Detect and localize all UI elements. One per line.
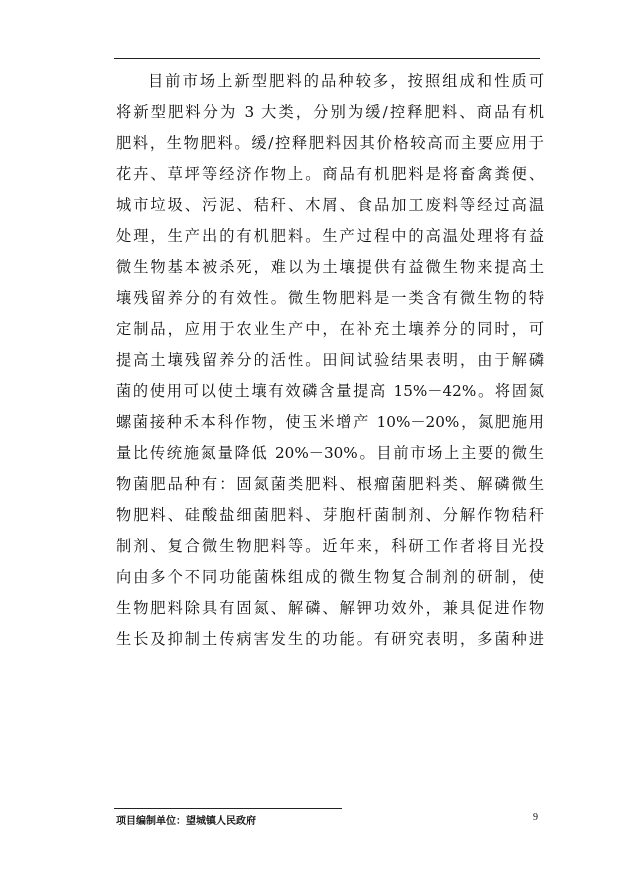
paragraph-line: 定制品，应用于农业生产中，在补充土壤养分的同时，可 xyxy=(116,320,544,338)
paragraph-line: 提高土壤残留养分的活性。田间试验结果表明，由于解磷 xyxy=(116,351,544,369)
paragraph-line: 菌的使用可以使土壤有效磷含量提高 15%－42%。将固氮 xyxy=(116,382,544,400)
paragraph-line: 将新型肥料分为 3 大类，分别为缓/控释肥料、商品有机 xyxy=(116,103,544,121)
paragraph-line: 目前市场上新型肥料的品种较多，按照组成和性质可 xyxy=(148,72,544,90)
header-rule xyxy=(114,58,540,59)
paragraph-line: 螺菌接种禾本科作物，使玉米增产 10%－20%，氮肥施用 xyxy=(116,413,544,431)
paragraph-line: 向由多个不同功能菌株组成的微生物复合制剂的研制，使 xyxy=(116,568,544,586)
paragraph-line: 肥料，生物肥料。缓/控释肥料因其价格较高而主要应用于 xyxy=(116,134,544,152)
paragraph-line: 处理，生产出的有机肥料。生产过程中的高温处理将有益 xyxy=(116,227,544,245)
page-number: 9 xyxy=(533,812,538,823)
body-text xyxy=(116,66,544,655)
paragraph-line: 微生物基本被杀死，难以为土壤提供有益微生物来提高土 xyxy=(116,258,544,276)
paragraph-line: 量比传统施氮量降低 20%－30%。目前市场上主要的微生 xyxy=(116,444,544,462)
footer-rule xyxy=(114,808,342,809)
footer-unit-label: 项目编制单位：望城镇人民政府 xyxy=(116,816,256,827)
paragraph-line: 花卉、草坪等经济作物上。商品有机肥料是将畜禽粪便、 xyxy=(116,165,544,183)
paragraph-line: 物肥料、硅酸盐细菌肥料、芽胞杆菌制剂、分解作物秸秆 xyxy=(116,506,544,524)
paragraph-line: 生长及抑制土传病害发生的功能。有研究表明，多菌种进 xyxy=(116,630,544,648)
paragraph-line: 制剂、复合微生物肥料等。近年来，科研工作者将目光投 xyxy=(116,537,544,555)
paragraph-line: 城市垃圾、污泥、秸秆、木屑、食品加工废料等经过高温 xyxy=(116,196,544,214)
paragraph-line: 壤残留养分的有效性。微生物肥料是一类含有微生物的特 xyxy=(116,289,544,307)
paragraph-line: 物菌肥品种有：固氮菌类肥料、根瘤菌肥料类、解磷微生 xyxy=(116,475,544,493)
paragraph-line: 生物肥料除具有固氮、解磷、解钾功效外，兼具促进作物 xyxy=(116,599,544,617)
